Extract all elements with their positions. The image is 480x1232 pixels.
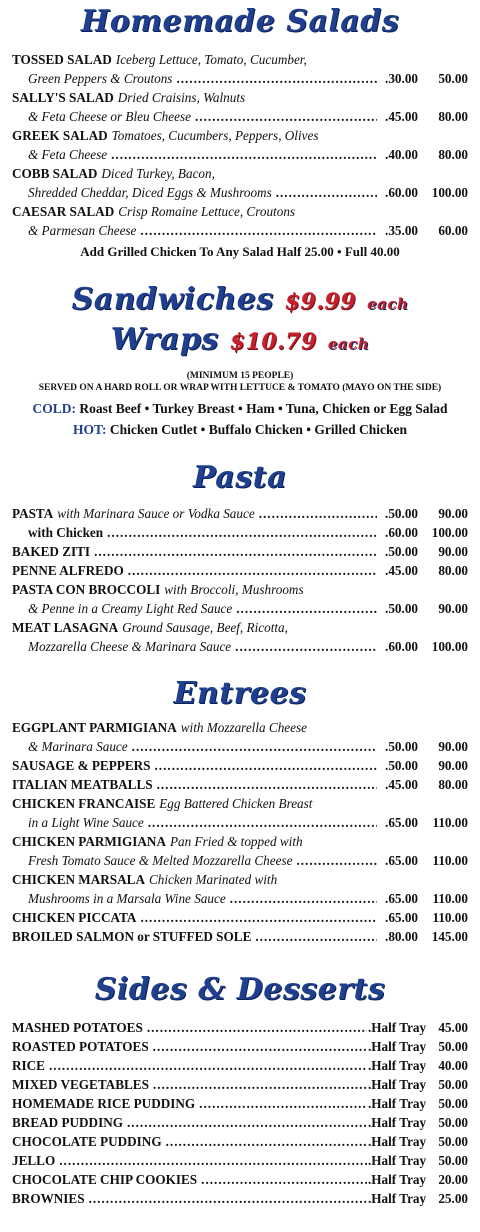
item-name: PENNE ALFREDO — [12, 563, 124, 578]
item-desc: Iceberg Lettuce, Tomato, Cucumber, — [115, 52, 307, 67]
price-full: 100.00 — [431, 639, 468, 654]
price-full: 90.00 — [438, 506, 468, 521]
dot-leader — [132, 737, 377, 756]
dot-leader — [255, 927, 377, 946]
item-name: ITALIAN MEATBALLS — [12, 777, 153, 792]
price: 50.00 — [438, 1153, 468, 1168]
menu-item — [12, 1113, 468, 1132]
menu-item — [12, 870, 468, 908]
price-half: .50.00 — [385, 601, 418, 616]
item-desc-cont: Green Peppers & Croutons — [28, 71, 173, 86]
cold-items: Roast Beef • Turkey Breast • Ham • Tuna, Chicken or Egg Salad — [79, 401, 448, 416]
item-desc-cont: Mushrooms in a Marsala Wine Sauce — [28, 891, 226, 906]
price-half: .60.00 — [385, 639, 418, 654]
menu-item — [12, 794, 468, 832]
item-desc-cont: & Penne in a Creamy Light Red Sauce — [28, 601, 233, 616]
hot-label: HOT: — [73, 422, 107, 437]
price-full: 110.00 — [432, 891, 468, 906]
item-desc-cont: & Feta Cheese — [28, 147, 108, 162]
item-desc-cont: Shredded Cheddar, Diced Eggs & Mushrooms — [28, 185, 272, 200]
price-half: .65.00 — [385, 910, 418, 925]
price-half: .50.00 — [385, 506, 418, 521]
dot-leader — [235, 637, 377, 656]
item-name: TOSSED SALAD — [12, 52, 112, 67]
sandwiches-title — [12, 282, 468, 322]
tray-size: .Half Tray — [368, 1191, 427, 1206]
item-name: MASHED POTATOES — [12, 1020, 143, 1035]
item-desc-cont: & Marinara Sauce — [28, 739, 128, 754]
menu-item — [12, 618, 468, 656]
dot-leader — [199, 1094, 367, 1113]
item-name: SAUSAGE & PEPPERS — [12, 758, 151, 773]
item-name: CHICKEN PICCATA — [12, 910, 137, 925]
item-name: GREEK SALAD — [12, 128, 108, 143]
dot-leader — [111, 145, 377, 164]
hot-line — [12, 419, 468, 440]
item-name: CHICKEN MARSALA — [12, 872, 145, 887]
price-half: .50.00 — [385, 739, 418, 754]
dot-leader — [259, 504, 377, 523]
menu-item — [12, 50, 468, 88]
price-half: .30.00 — [385, 71, 418, 86]
dot-leader — [148, 813, 377, 832]
price-full: 90.00 — [438, 601, 468, 616]
tray-size: .Half Tray — [368, 1039, 427, 1054]
price-full: 90.00 — [438, 544, 468, 559]
menu-item — [12, 718, 468, 756]
item-name: BREAD PUDDING — [12, 1115, 123, 1130]
dot-leader — [155, 756, 378, 775]
price-half: .50.00 — [385, 544, 418, 559]
price-full: 80.00 — [438, 777, 468, 792]
menu-item — [12, 1151, 468, 1170]
menu-item — [12, 775, 468, 794]
item-desc: Diced Turkey, Bacon, — [101, 166, 215, 181]
sandwiches-price: $9.99 — [284, 289, 357, 315]
tray-size: .Half Tray — [368, 1096, 427, 1111]
salads-title: Homemade Salads — [80, 4, 400, 39]
price: 50.00 — [438, 1039, 468, 1054]
sides-list — [12, 1018, 468, 1208]
menu-item — [12, 1018, 468, 1037]
cold-line — [12, 398, 468, 419]
menu-page — [0, 4, 480, 1208]
dot-leader — [89, 1189, 367, 1208]
price-half: .65.00 — [385, 891, 418, 906]
entrees-list — [12, 718, 468, 946]
menu-item — [12, 908, 468, 927]
dot-leader — [153, 1037, 367, 1056]
price-full: 50.00 — [438, 71, 468, 86]
sides-title: Sides & Desserts — [94, 972, 386, 1007]
chicken-addon-note: Add Grilled Chicken To Any Salad Half 25.00 • Full 40.00 — [80, 244, 400, 259]
price: 40.00 — [438, 1058, 468, 1073]
dot-leader — [195, 107, 377, 126]
sandwiches-label: Sandwiches — [71, 282, 274, 317]
price-full: 90.00 — [438, 758, 468, 773]
dot-leader — [157, 775, 377, 794]
menu-item — [12, 1037, 468, 1056]
item-desc: Chicken Marinated with — [148, 872, 278, 887]
dot-leader — [128, 561, 377, 580]
price-half: .65.00 — [385, 815, 418, 830]
item-desc: with Broccoli, Mushrooms — [164, 582, 304, 597]
item-name: JELLO — [12, 1153, 56, 1168]
salads-list — [12, 50, 468, 240]
cold-label: COLD: — [32, 401, 76, 416]
tray-size: .Half Tray — [368, 1058, 427, 1073]
menu-item — [12, 561, 468, 580]
menu-item — [12, 1132, 468, 1151]
tray-size: .Half Tray — [368, 1115, 427, 1130]
item-desc-cont: & Feta Cheese or Bleu Cheese — [28, 109, 191, 124]
item-name: PASTA — [12, 506, 54, 521]
menu-item — [12, 164, 468, 202]
tray-size: .Half Tray — [368, 1134, 427, 1149]
item-name: CHICKEN FRANCAISE — [12, 796, 156, 811]
item-desc: Dried Craisins, Walnuts — [117, 90, 246, 105]
dot-leader — [94, 542, 377, 561]
item-desc-cont: Fresh Tomato Sauce & Melted Mozzarella Cheese — [28, 853, 293, 868]
item-name: COBB SALAD — [12, 166, 98, 181]
price: 50.00 — [438, 1077, 468, 1092]
item-name: with Chicken — [28, 525, 104, 540]
dot-leader — [153, 1075, 367, 1094]
price: 45.00 — [438, 1020, 468, 1035]
item-name: EGGPLANT PARMIGIANA — [12, 720, 177, 735]
item-name: SALLY'S SALAD — [12, 90, 114, 105]
menu-item — [12, 1189, 468, 1208]
price-half: .50.00 — [385, 758, 418, 773]
item-name: RICE — [12, 1058, 45, 1073]
minimum-note: (MINIMUM 15 PEOPLE) — [186, 371, 294, 381]
sandwiches-each: each — [367, 295, 409, 313]
price-full: 110.00 — [432, 910, 468, 925]
tray-size: .Half Tray — [368, 1153, 427, 1168]
item-name: BROILED SALMON or STUFFED SOLE — [12, 929, 252, 944]
item-desc: Tomatoes, Cucumbers, Peppers, Olives — [111, 128, 319, 143]
menu-item — [12, 1170, 468, 1189]
menu-item — [12, 1075, 468, 1094]
price: 20.00 — [438, 1172, 468, 1187]
price: 25.00 — [438, 1191, 468, 1206]
menu-item — [12, 1056, 468, 1075]
price-full: 110.00 — [432, 853, 468, 868]
price: 50.00 — [438, 1096, 468, 1111]
menu-item — [12, 126, 468, 164]
dot-leader — [59, 1151, 367, 1170]
dot-leader — [127, 1113, 367, 1132]
item-desc: Crisp Romaine Lettuce, Croutons — [118, 204, 296, 219]
item-desc: with Mozzarella Cheese — [180, 720, 307, 735]
price-half: .65.00 — [385, 853, 418, 868]
item-name: CHICKEN PARMIGIANA — [12, 834, 166, 849]
dot-leader — [296, 851, 377, 870]
price-full: 145.00 — [431, 929, 468, 944]
item-name: HOMEMADE RICE PUDDING — [12, 1096, 196, 1111]
menu-item — [12, 504, 468, 523]
price: 50.00 — [438, 1115, 468, 1130]
price-half: .80.00 — [385, 929, 418, 944]
item-desc: Egg Battered Chicken Breast — [159, 796, 313, 811]
item-name: ROASTED POTATOES — [12, 1039, 149, 1054]
item-desc-cont: Mozzarella Cheese & Marinara Sauce — [28, 639, 232, 654]
item-name: MEAT LASAGNA — [12, 620, 119, 635]
item-desc: with Marinara Sauce or Vodka Sauce — [57, 506, 255, 521]
price-full: 80.00 — [438, 147, 468, 162]
item-desc-cont: in a Light Wine Sauce — [28, 815, 144, 830]
item-desc: Ground Sausage, Beef, Ricotta, — [122, 620, 288, 635]
menu-item — [12, 927, 468, 946]
price: 50.00 — [438, 1134, 468, 1149]
served-note: SERVED ON A HARD ROLL OR WRAP WITH LETTUCE & TOMATO (MAYO ON THE SIDE) — [38, 383, 442, 393]
price-full: 90.00 — [438, 739, 468, 754]
price-full: 100.00 — [431, 185, 468, 200]
tray-size: .Half Tray — [368, 1172, 427, 1187]
item-name: BAKED ZITI — [12, 544, 91, 559]
wraps-label: Wraps — [110, 322, 219, 357]
item-name: CHOCOLATE PUDDING — [12, 1134, 162, 1149]
item-name: BROWNIES — [12, 1191, 85, 1206]
price-half: .60.00 — [385, 185, 418, 200]
dot-leader — [107, 523, 377, 542]
menu-item — [12, 202, 468, 240]
item-desc: Pan Fried & topped with — [169, 834, 303, 849]
price-half: .45.00 — [385, 777, 418, 792]
menu-item — [12, 756, 468, 775]
item-name: MIXED VEGETABLES — [12, 1077, 149, 1092]
hot-items: Chicken Cutlet • Buffalo Chicken • Grilled Chicken — [109, 422, 407, 437]
price-half: .35.00 — [385, 223, 418, 238]
dot-leader — [140, 908, 377, 927]
price-half: .60.00 — [385, 525, 418, 540]
entrees-title: Entrees — [173, 676, 307, 711]
item-name: CHOCOLATE CHIP COOKIES — [12, 1172, 198, 1187]
menu-item — [12, 542, 468, 561]
price-full: 80.00 — [438, 109, 468, 124]
price-full: 60.00 — [438, 223, 468, 238]
dot-leader — [230, 889, 377, 908]
wraps-price: $10.79 — [229, 329, 317, 355]
item-desc-cont: & Parmesan Cheese — [28, 223, 137, 238]
dot-leader — [147, 1018, 367, 1037]
wraps-title — [12, 322, 468, 362]
price-half: .45.00 — [385, 109, 418, 124]
price-full: 100.00 — [431, 525, 468, 540]
menu-item — [12, 1094, 468, 1113]
item-name: PASTA CON BROCCOLI — [12, 582, 161, 597]
dot-leader — [166, 1132, 367, 1151]
menu-item — [12, 580, 468, 618]
dot-leader — [236, 599, 377, 618]
pasta-title: Pasta — [193, 460, 287, 495]
dot-leader — [140, 221, 377, 240]
menu-item — [12, 832, 468, 870]
menu-item — [12, 523, 468, 542]
dot-leader — [201, 1170, 367, 1189]
wraps-each: each — [327, 335, 370, 353]
tray-size: .Half Tray — [368, 1020, 427, 1035]
dot-leader — [276, 183, 377, 202]
price-full: 80.00 — [438, 563, 468, 578]
price-full: 110.00 — [432, 815, 468, 830]
dot-leader — [176, 69, 377, 88]
tray-size: .Half Tray — [368, 1077, 427, 1092]
item-name: CAESAR SALAD — [12, 204, 115, 219]
dot-leader — [49, 1056, 367, 1075]
price-half: .45.00 — [385, 563, 418, 578]
menu-item — [12, 88, 468, 126]
pasta-list — [12, 504, 468, 656]
price-half: .40.00 — [385, 147, 418, 162]
